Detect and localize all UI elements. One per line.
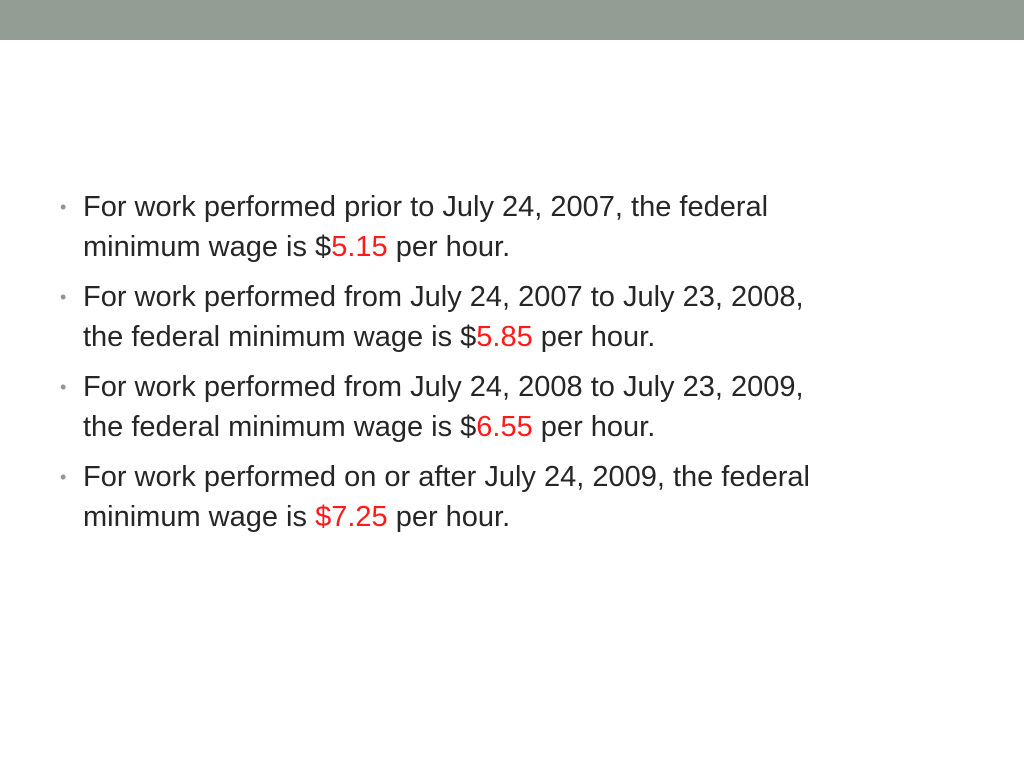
bullet-item-3 (58, 367, 958, 447)
bullet-2-line1: For work performed from July 24, 2007 to July 23, 2008, (83, 281, 804, 313)
bullet-2-suffix: per hour. (532, 321, 656, 353)
bullet-1-line2: minimum wage is $ (83, 231, 332, 263)
bullet-4-line1: For work performed on or after July 24, 2009, the federal (83, 461, 810, 493)
bullet-3-line2: the federal minimum wage is $ (83, 411, 477, 443)
bullet-dot-icon: • (60, 287, 67, 307)
wage-amount-1: 5.15 (331, 231, 388, 263)
top-accent-bar (0, 0, 1024, 40)
bullet-3-line1: For work performed from July 24, 2008 to July 23, 2009, (83, 371, 804, 403)
bullet-3-suffix: per hour. (532, 411, 656, 443)
bullet-dot-icon: • (60, 197, 67, 217)
bullet-list (58, 187, 958, 547)
bullet-2-line2: the federal minimum wage is $ (83, 321, 477, 353)
bullet-item-2 (58, 277, 958, 357)
bullet-item-1 (58, 187, 958, 267)
bullet-item-4 (58, 457, 958, 537)
bullet-dot-icon: • (60, 377, 67, 397)
bullet-dot-icon: • (60, 467, 67, 487)
wage-amount-4: $7.25 (315, 501, 388, 533)
bullet-1-line1: For work performed prior to July 24, 2007, the federal (83, 191, 769, 223)
wage-amount-2: 5.85 (476, 321, 533, 353)
bullet-1-suffix: per hour. (387, 231, 511, 263)
bullet-4-line2: minimum wage is (83, 501, 316, 533)
bullet-4-suffix: per hour. (387, 501, 511, 533)
wage-amount-3: 6.55 (476, 411, 533, 443)
